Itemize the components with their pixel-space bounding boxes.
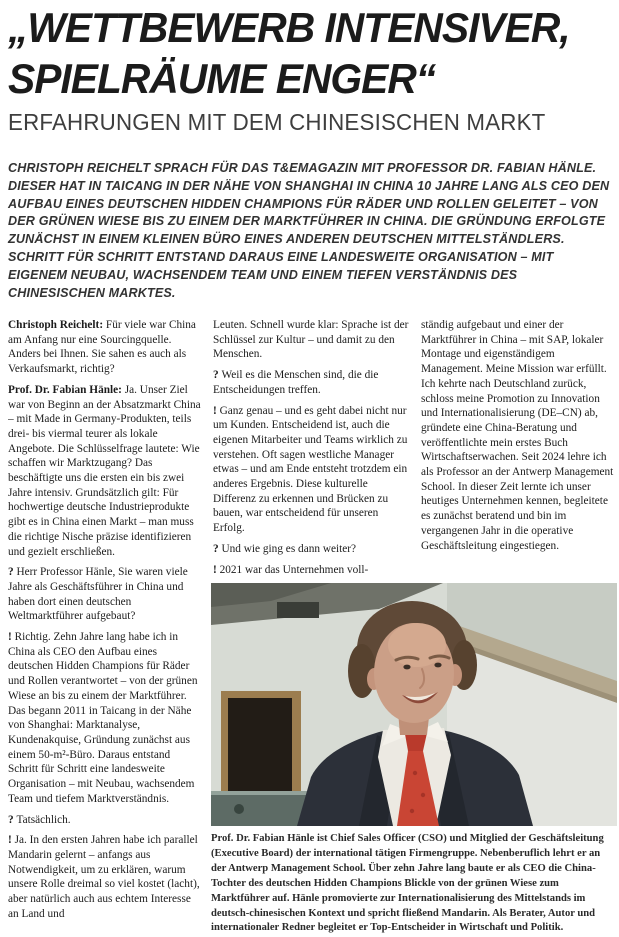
paragraph: Leuten. Schnell wurde klar: Sprache ist der Schlüssel zur Kultur – und damit zu den Menschen. xyxy=(213,319,409,361)
paragraph: ? Weil es die Menschen sind, die die Entscheidungen treffen. xyxy=(213,369,379,396)
paragraph-lead: Prof. Dr. Fabian Hänle: xyxy=(8,383,125,396)
headline-line-2: SPIELRÄUME ENGER“ xyxy=(8,55,436,102)
subtitle: ERFAHRUNGEN MIT DEM CHINESISCHEN MARKT xyxy=(8,109,546,135)
paragraph-lead: ! xyxy=(8,631,15,644)
paragraph: ! Ganz genau – und es geht dabei nicht nur um Kunden. Entscheidend ist, auch die eigenen Mitarbeiter und Teams wirklich zu verstehen. Oft sagen westliche Manager etwas – und am Ende entsteht trotzdem ein anderes Ergebnis. Diese kulturelle Differenz zu erkennen und Brücken zu bauen, war entscheidend für unseren Erfolg. xyxy=(213,404,408,535)
portrait-illustration xyxy=(211,583,617,826)
portrait-photo xyxy=(211,583,617,826)
paragraph: Prof. Dr. Fabian Hänle: Ja. Unser Ziel war von Beginn an der Absatzmarkt China – mit Made in Germany-Produkten, teils drei- bis viermal teurer als lokale Angebote. Die Schlüsselfrage lautete: Wie schaffen wir Marktzugang? Das beschäftigte uns die ersten ein bis zwei Jahre intensiv. Grundsätzlich gilt: Für hochwertige deutsche Industrieprodukte gibt es in China einen Markt – man muss die richtige Nische präzise identifizieren und gezielt erschließen. xyxy=(8,383,201,558)
paragraph: ! 2021 war das Unternehmen voll- xyxy=(213,563,369,576)
headline xyxy=(8,2,596,104)
photo-caption: Prof. Dr. Fabian Hänle ist Chief Sales Officer (CSO) und Mitglied der Geschäftsleitung (Executive Board) der international tätigen Firmengruppe. Nebenberuflich lehrt er an der Antwerp Management School. Über zehn Jahre lang baute er als CEO die China-Tochter des deutschen Hidden Champions Blickle von der grünen Wiese zum Marktführer auf. Hänle promovierte zur Internationalisierung des Mittelstands im deutsch-chinesischen Kontext und spricht fließend Mandarin. Als Berater, Autor und internationaler Redner begleitet er Top-Entscheider in Wirtschaft und Politik. xyxy=(211,833,604,934)
paragraph: ? Tatsächlich. xyxy=(8,813,71,826)
text-column-3 xyxy=(421,318,615,582)
paragraph: Christoph Reichelt: Für viele war China am Anfang nur eine Sourcingquelle. Anders bei Ihnen. Sie sahen es auch als Verkaufsmarkt, richtig? xyxy=(8,319,196,376)
paragraph-lead: ! xyxy=(213,563,220,576)
paragraph: ? Herr Professor Hänle, Sie waren viele Jahre als Geschäftsführer in China und haben dort einen deutschen Weltmarktführer aufgebaut? xyxy=(8,566,188,623)
text-column-2 xyxy=(213,318,409,582)
paragraph-lead: ? xyxy=(213,369,222,382)
paragraph-lead: ? xyxy=(8,813,17,826)
paragraph-lead: ! xyxy=(213,404,220,417)
paragraph-lead: Christoph Reichelt: xyxy=(8,319,106,331)
paragraph: ! Ja. In den ersten Jahren habe ich parallel Mandarin gelernt – anfangs aus Notwendigkeit, um zu erklären, warum unsere Rolle dreimal so viel kostet (lacht), aber natürlich auch aus echtem Interesse an Land und xyxy=(8,834,200,920)
paragraph-lead: ? xyxy=(213,542,222,555)
paragraph: ständig aufgebaut und einer der Marktführer in China – mit SAP, lokaler Montage und eigenständigem Management. Meine Mission war erfüllt. Ich kehrte nach Deutschland zurück, schloss meine Promotion zu Innovation und Internationalisierung (DE–CN) ab, gründete eine China-Beratung und veröffentlichte mein erstes Buch Wirtschaftserwachen. Seit 2024 lehre ich als Professor an der Antwerp Management School. In dieser Zeit lernte ich unser heutiges Unternehmen kennen, begleitete es zunächst beratend und bin im vergangenen Jahr in die operative Geschäftsleitung eingestiegen. xyxy=(421,319,614,552)
paragraph-lead: ? xyxy=(8,566,17,579)
paragraph: ? Und wie ging es dann weiter? xyxy=(213,542,357,555)
intro-paragraph: CHRISTOPH REICHELT SPRACH FÜR DAS T&EMAGAZIN MIT PROFESSOR DR. FABIAN HÄNLE. DIESER HAT IN TAICANG IN DER NÄHE VON SHANGHAI IN CHINA 10 JAHRE LANG ALS CEO DEN AUFBAU EINES DEUTSCHEN HIDDEN CHAMPIONS FÜR RÄDER UND ROLLEN GELEITET – VON DER GRÜNEN WIESE BIS ZU EINEM DER MARKTFÜHRER IN CHINA. DIE GRÜNDUNG ERFOLGTE ZUNÄCHST IN EINEM KLEINEN BÜRO EINES ANDEREN DEUTSCHEN MITTELSTÄNDLERS. SCHRITT FÜR SCHRITT ENTSTAND DARAUS EINE LANDESWEITE ORGANISATION – MIT EIGENEM NEUBAU, WACHSENDEM TEAM UND EINEM TIEFEN VERSTÄNDNIS DES CHINESISCHEN MARKTES. xyxy=(8,161,610,300)
paragraph: ! Richtig. Zehn Jahre lang habe ich in China als CEO den Aufbau eines deutschen Hidden Champions für Räder und Rollen verantwortet – von der grünen Wiese an bis zu einem der Marktführer. Das begann 2011 in Taicang in der Nähe von Shanghai: Marktanalyse, Kundenakquise, Gründung zunächst aus einem 50-m²-Büro. Daraus entstand Schritt für Schritt eine landesweite Organisation – mit Neubau, wachsendem Team und tiefem Marktverständnis. xyxy=(8,631,198,805)
paragraph-lead: ! xyxy=(8,834,15,847)
text-column-1 xyxy=(8,318,202,936)
headline-line-1: „WETTBEWERB INTENSIVER, xyxy=(8,4,570,51)
